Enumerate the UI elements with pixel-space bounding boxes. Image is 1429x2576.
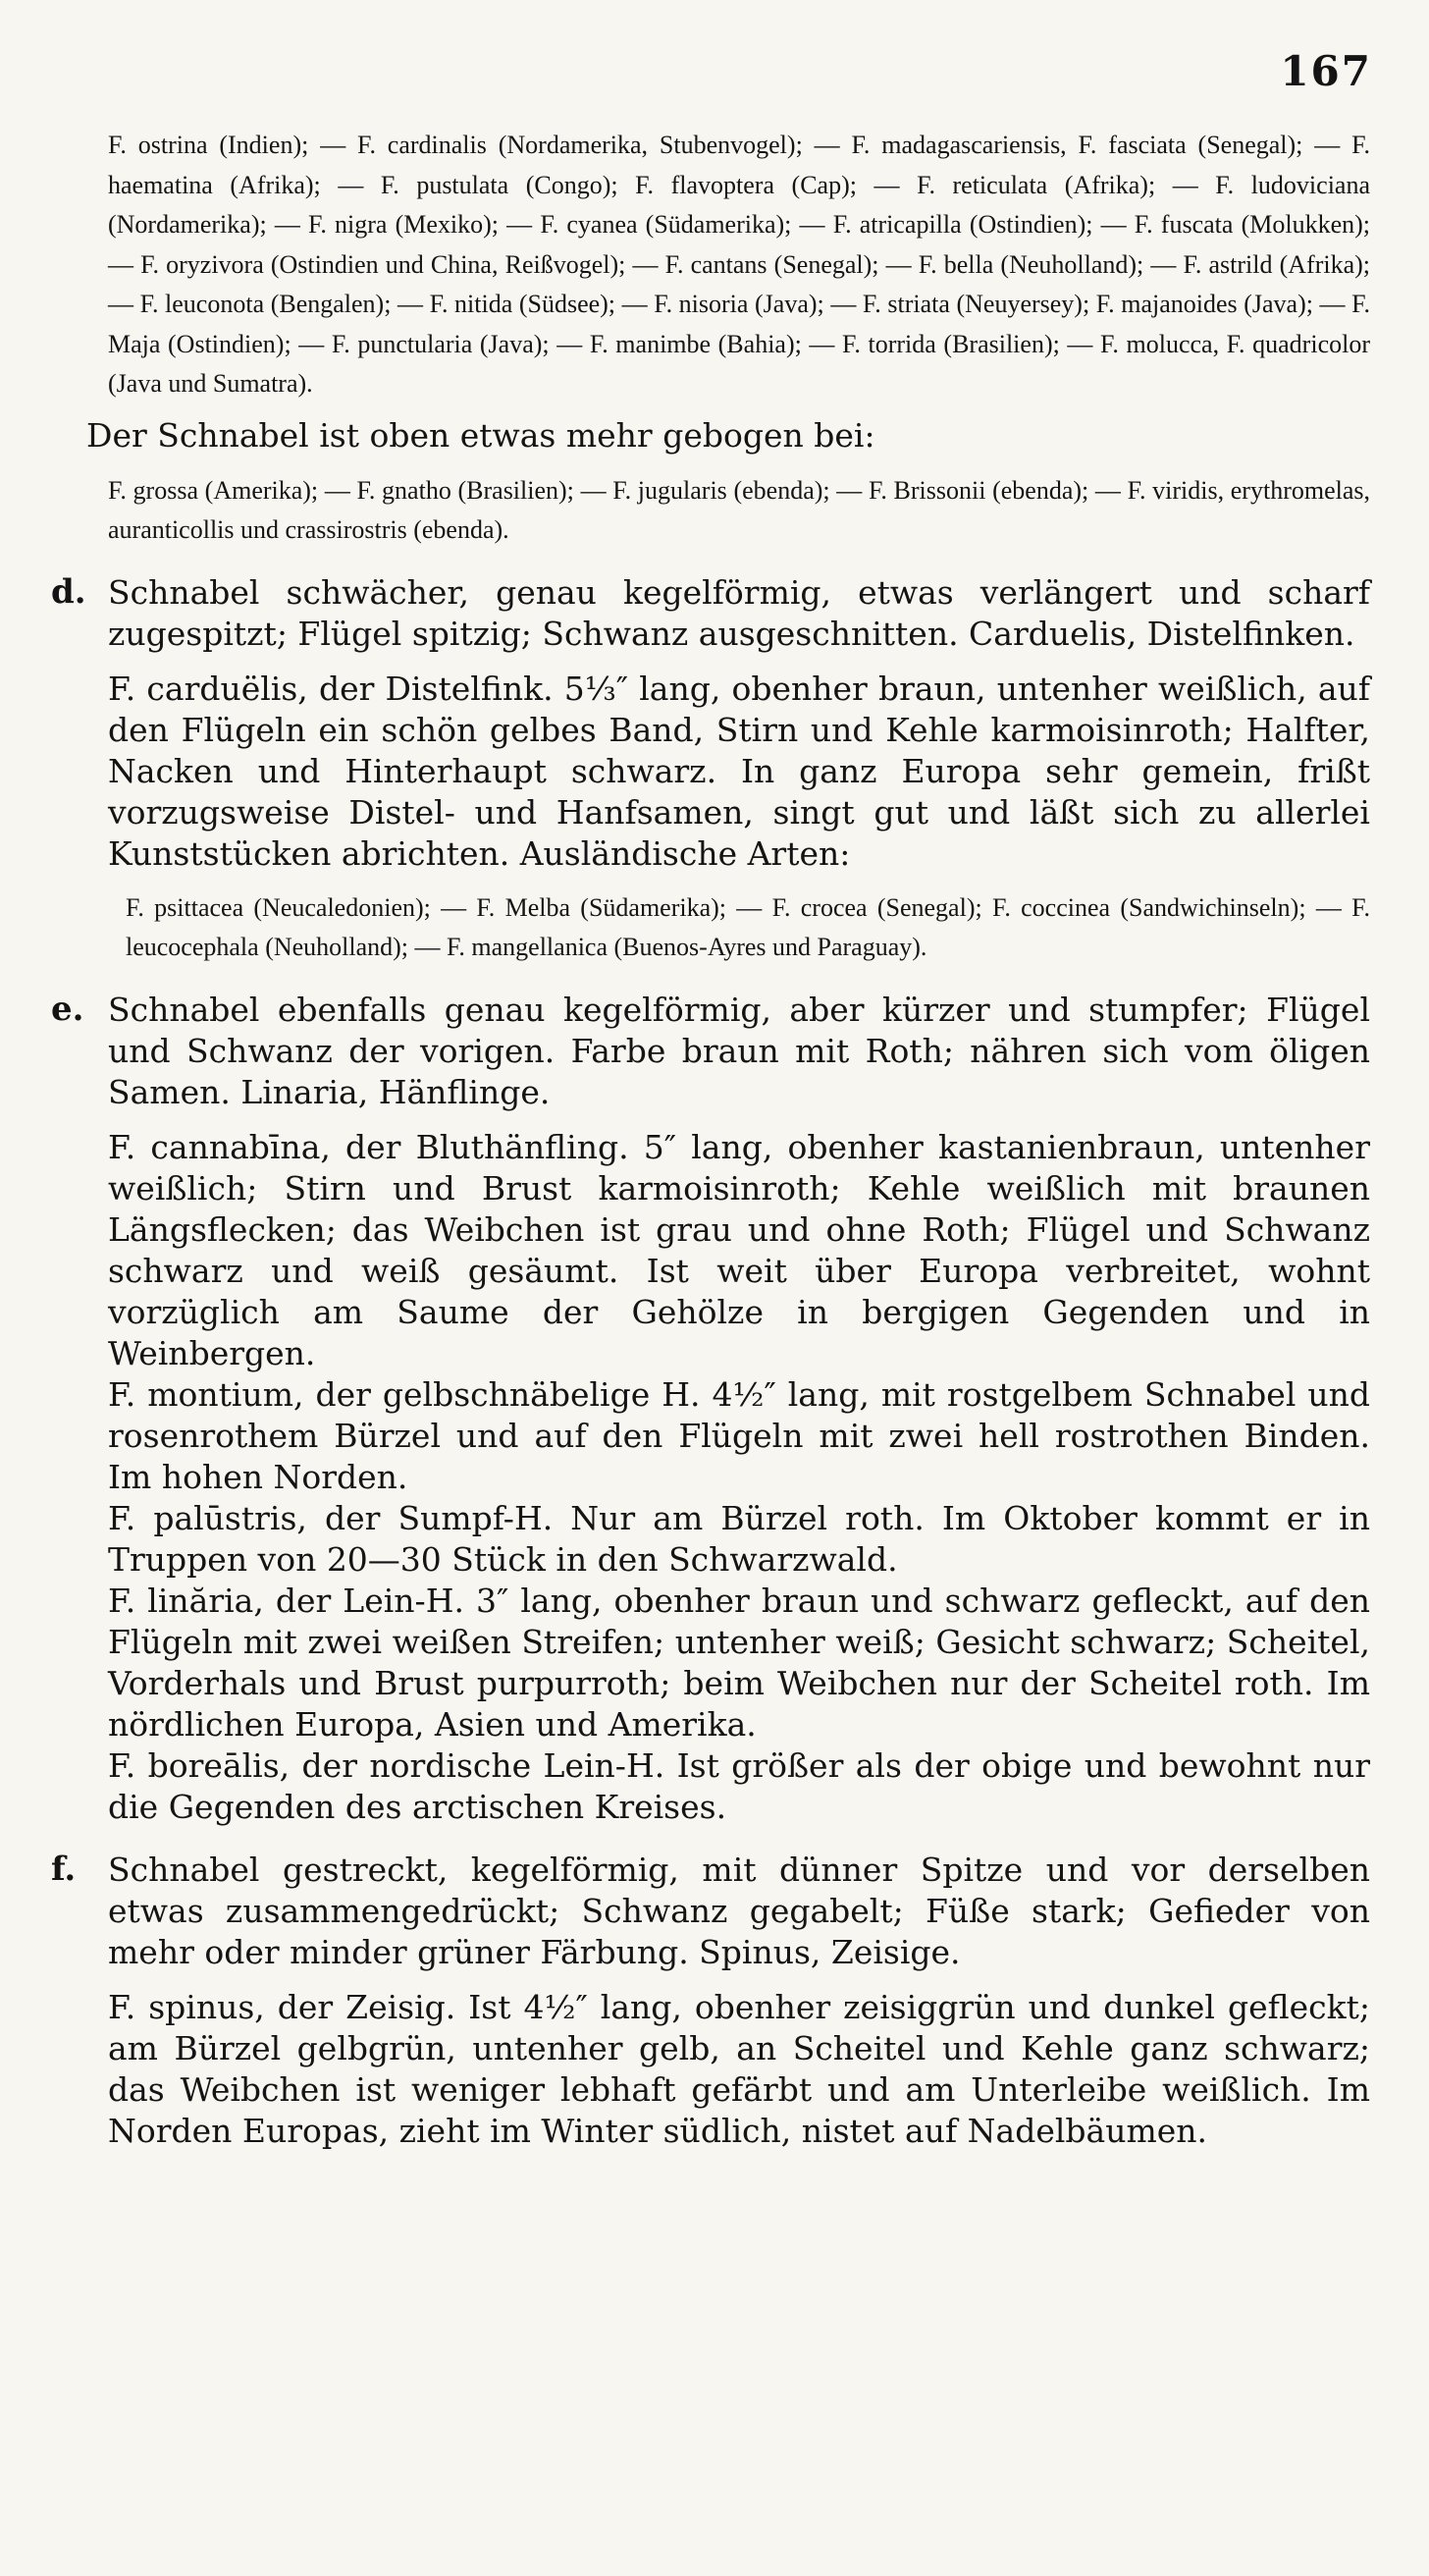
species-list-paragraph: F. psittacea (Neucaledonien); — F. Melba (Südamerika); — F. crocea (Senegal); F. coccinea (Sandwichinseln); — F. leucocephala (Neuholland); — F. mangellanica (Buenos-Ayres und Paraguay). <box>126 892 1370 961</box>
section-d <box>51 571 1370 655</box>
section-description: Schnabel ebenfalls genau kegelförmig, aber kürzer und stumpfer; Flügel und Schwanz der vorigen. Farbe braun mit Roth; nähren sich vom öligen Samen. Linaria, Hänflinge. <box>108 990 1370 1111</box>
section-f <box>51 1849 1370 1973</box>
section-description: Schnabel gestreckt, kegelförmig, mit dünner Spitze und vor derselben etwas zusammengedrückt; Schwanz gegabelt; Füße stark; Gefieder von mehr oder minder grüner Färbung. Spinus, Zeisige. <box>108 1850 1370 1971</box>
species-entry: F. linăria, der Lein-H. 3″ lang, obenher braun und schwarz gefleckt, auf den Flügeln mit zwei weißen Streifen; untenher weiß; Gesicht schwarz; Scheitel, Vorderhals und Brust purpurroth; beim Weibchen nur der Scheitel roth. Im nördlichen Europa, Asien und Amerika. <box>108 1581 1370 1744</box>
page-number: 167 <box>1280 47 1372 95</box>
species-entry: F. carduëlis, der Distelfink. 5⅓″ lang, obenher braun, untenher weißlich, auf den Flügeln ein schön gelbes Band, Stirn und Kehle karmoisinroth; Halfter, Nacken und Hinterhaupt schwarz. In ganz Europa sehr gemein, frißt vorzugsweise Distel- und Hanfsamen, singt gut und läßt sich zu allerlei Kunststücken abrichten. Ausländische Arten: <box>108 669 1370 873</box>
species-entry: F. montium, der gelbschnäbelige H. 4½″ lang, mit rostgelbem Schnabel und rosenrothem Bürzel und auf den Flügeln mit zwei hell rostrothen Binden. Im hohen Norden. <box>108 1374 1370 1496</box>
section-marker: d. <box>51 571 86 612</box>
species-entry: F. cannabīna, der Bluthänfling. 5″ lang, obenher kastanienbraun, untenher weißlich; Stirn und Brust karmoisinroth; Kehle weißlich mit braunen Längsflecken; das Weibchen ist grau und ohne Roth; Flügel und Schwanz schwarz und weiß gesäumt. Ist weit über Europa verbreitet, wohnt vorzüglich am Saume der Gehölze in bergigen Gegenden und in Weinbergen. <box>108 1127 1370 1372</box>
subheading: Der Schnabel ist oben etwas mehr gebogen bei: <box>86 415 875 455</box>
section-marker: f. <box>51 1849 77 1889</box>
section-e <box>51 989 1370 1113</box>
section-marker: e. <box>51 989 84 1029</box>
species-entry: F. palūstris, der Sumpf-H. Nur am Bürzel roth. Im Oktober kommt er in Truppen von 20—30 Stück in den Schwarzwald. <box>108 1498 1370 1579</box>
section-description: Schnabel schwächer, genau kegelförmig, etwas verlängert und scharf zugespitzt; Flügel spitzig; Schwanz ausgeschnitten. Carduelis, Distelfinken. <box>108 572 1370 653</box>
species-list-paragraph: F. ostrina (Indien); — F. cardinalis (Nordamerika, Stubenvogel); — F. madagascariensis, F. fasciata (Senegal); — F. haematina (Afrika); — F. pustulata (Congo); F. flavoptera (Cap); — F. reticulata (Afrika); — F. ludoviciana (Nordamerika); — F. nigra (Mexiko); — F. cyanea (Südamerika); — F. atricapilla (Ostindien); — F. fuscata (Molukken); — F. oryzivora (Ostindien und China, Reißvogel); — F. cantans (Senegal); — F. bella (Neuholland); — F. astrild (Afrika); — F. leuconota (Bengalen); — F. nitida (Südsee); — F. nisoria (Java); — F. striata (Neuyersey); F. majanoides (Java); — F. Maja (Ostindien); — F. punctularia (Java); — F. manimbe (Bahia); — F. torrida (Brasilien); — F. molucca, F. quadricolor (Java und Sumatra). <box>108 131 1370 398</box>
species-entry: F. boreālis, der nordische Lein-H. Ist größer als der obige und bewohnt nur die Gegenden des arctischen Kreises. <box>108 1745 1370 1826</box>
species-entry: F. spinus, der Zeisig. Ist 4½″ lang, obenher zeisiggrün und dunkel gefleckt; am Bürzel gelbgrün, untenher gelb, an Scheitel und Kehle ganz schwarz; das Weibchen ist weniger lebhaft gefärbt und am Unterleibe weißlich. Im Norden Europas, zieht im Winter südlich, nistet auf Nadelbäumen. <box>108 1987 1370 2150</box>
species-list-paragraph: F. grossa (Amerika); — F. gnatho (Brasilien); — F. jugularis (ebenda); — F. Brissonii (ebenda); — F. viridis, erythromelas, auranticollis und crassirostris (ebenda). <box>108 475 1370 544</box>
